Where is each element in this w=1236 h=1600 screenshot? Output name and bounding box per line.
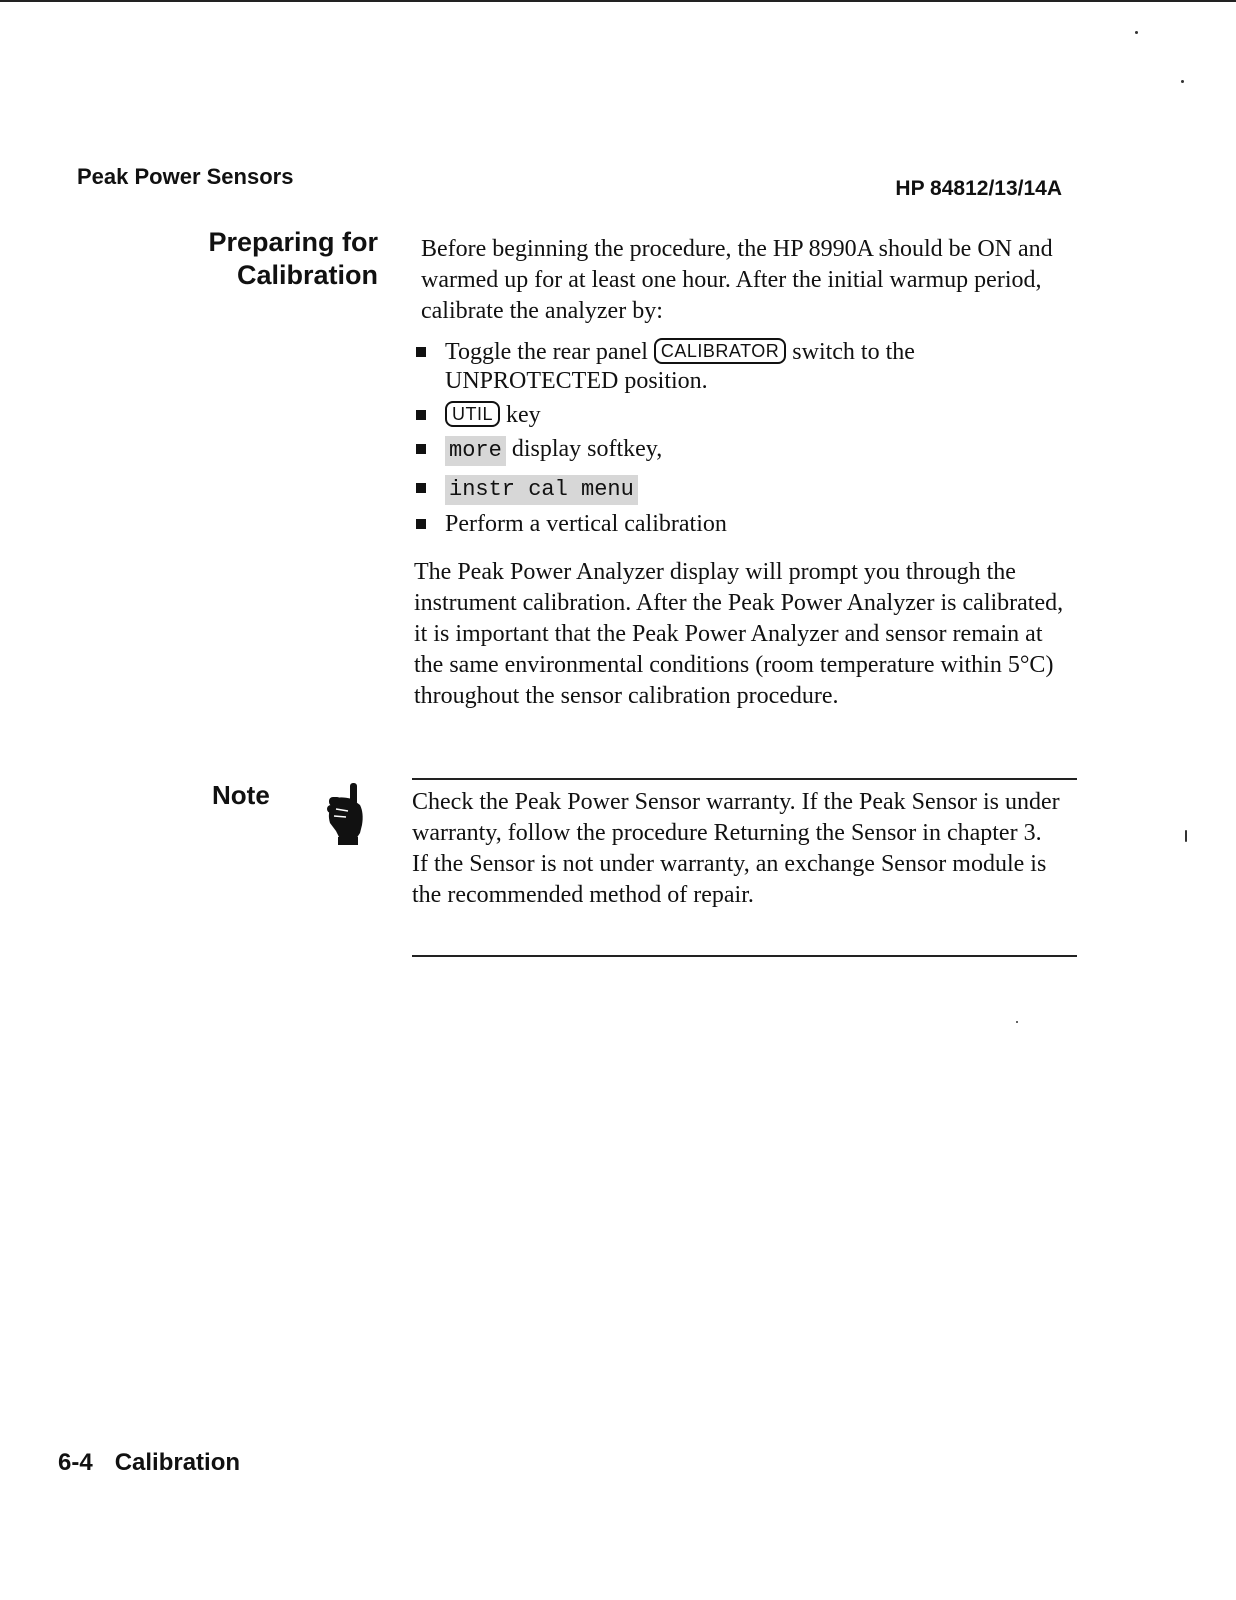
calibrator-key: CALIBRATOR [654, 338, 786, 364]
scan-speck [1185, 830, 1187, 842]
bullet-icon [416, 444, 426, 454]
list-item [413, 510, 1073, 539]
list-item [413, 401, 1073, 430]
scan-speck [1181, 80, 1184, 83]
running-header-model: HP 84812/13/14A [895, 177, 1062, 200]
section-heading-line2: Calibration [236, 260, 378, 290]
bullet-icon [416, 483, 426, 493]
footer-chapter: Calibration [114, 1449, 241, 1476]
instr-cal-menu-softkey: instr cal menu [445, 475, 638, 505]
step-text: Toggle the rear panel [445, 339, 648, 365]
scan-speck [1016, 1021, 1018, 1023]
page-footer [58, 1449, 240, 1477]
scan-speck [1135, 31, 1138, 34]
note-text: Check the Peak Power Sensor warranty. If the Peak Sensor is under warranty, follow the procedure Returning the Sensor in chapter 3. If the Sensor is not under warranty, an exchange Sensor module is the recommended method of repair. [412, 789, 1060, 908]
more-softkey: more [445, 436, 506, 466]
page-top-rule [0, 0, 1236, 2]
page-number: 6-4 [58, 1449, 93, 1476]
step-text: switch to the UNPROTECTED position. [445, 339, 915, 394]
running-header-section: Peak Power Sensors [77, 164, 294, 189]
bullet-icon [416, 410, 426, 420]
calibration-steps-list [413, 338, 1073, 544]
step-text: key [506, 402, 541, 428]
section-heading-line1: Preparing for [208, 227, 378, 257]
step-text: display softkey, [511, 436, 663, 462]
pointing-hand-icon [326, 783, 366, 845]
bullet-icon [416, 347, 426, 357]
list-item [413, 474, 1073, 505]
note-label: Note [212, 780, 270, 810]
note-bottom-rule [412, 955, 1077, 957]
list-item [413, 435, 1073, 466]
step-text: Perform a vertical calibration [445, 511, 727, 537]
list-item [413, 338, 1073, 396]
note-top-rule [412, 778, 1077, 780]
followup-paragraph: The Peak Power Analyzer display will prompt you through the instrument calibration. After the Peak Power Analyzer is calibrated, it is important that the Peak Power Analyzer and sensor remain at the same environmental conditions (room temperature within 5°C) throughout the sensor calibration procedure. [414, 559, 1064, 709]
bullet-icon [416, 519, 426, 529]
intro-paragraph: Before beginning the procedure, the HP 8990A should be ON and warmed up for at least one hour. After the initial warmup period, calibrate the analyzer by: [421, 236, 1053, 324]
util-key: UTIL [445, 401, 500, 427]
section-heading [150, 226, 378, 292]
